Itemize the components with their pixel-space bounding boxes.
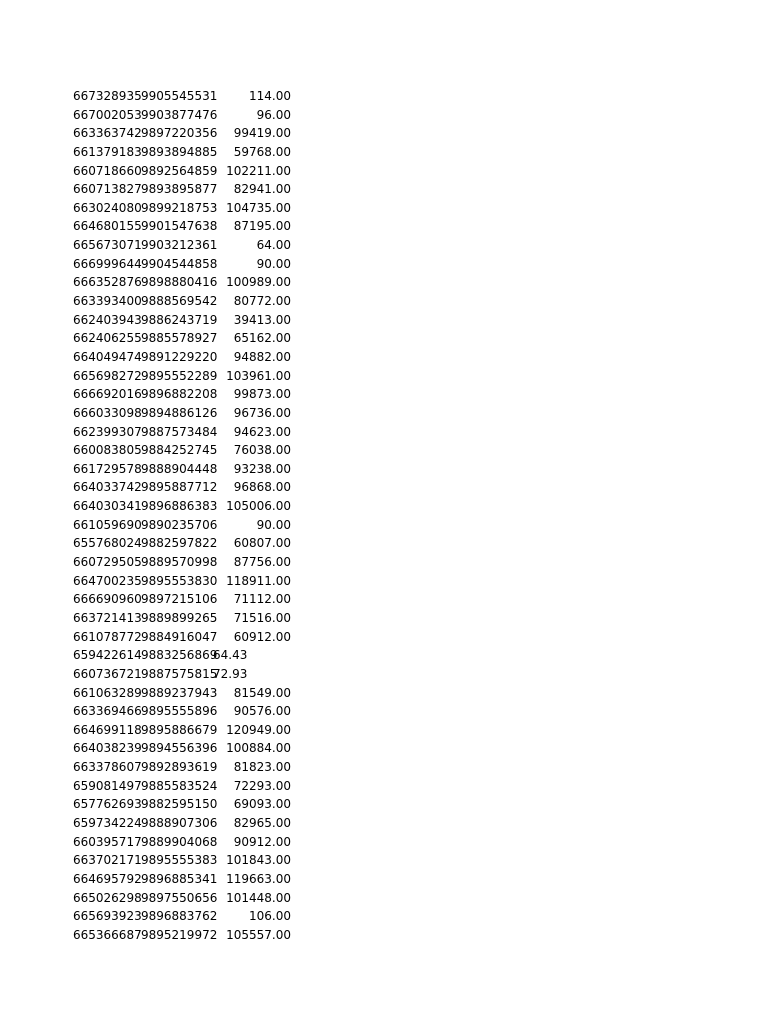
amount-cell: 82965.00 [233, 815, 291, 830]
phone-number-cell: 9895886679 [141, 722, 218, 737]
account-id-cell: 661063289 [73, 685, 142, 700]
amount-cell: 118911.00 [226, 573, 291, 588]
amount-cell: 100989.00 [226, 275, 291, 290]
account-id-cell: 666692016 [73, 387, 142, 402]
amount-cell: 94882.00 [233, 349, 291, 364]
amount-cell: 60807.00 [233, 536, 291, 551]
amount-cell: 90.00 [256, 256, 291, 271]
amount-cell: 87195.00 [233, 219, 291, 234]
account-id-cell: 661059690 [73, 517, 142, 532]
account-id-cell: 663024080 [73, 200, 142, 215]
phone-number-cell: 9889570998 [141, 555, 218, 570]
phone-number-cell: 9889904068 [141, 834, 218, 849]
account-id-cell: 660395717 [73, 834, 142, 849]
phone-number-cell: 9893894885 [141, 144, 218, 159]
account-id-cell: 662403943 [73, 312, 142, 327]
amount-cell: 64.00 [256, 238, 291, 253]
phone-number-cell: 9895555383 [141, 853, 218, 868]
phone-number-cell: 9894556396 [141, 741, 218, 756]
amount-cell: 81823.00 [233, 760, 291, 775]
phone-number-cell: 9885583524 [141, 778, 218, 793]
amount-cell: 104735.00 [226, 200, 291, 215]
account-id-cell: 665698272 [73, 368, 142, 383]
phone-number-cell: 9896882208 [141, 387, 218, 402]
account-id-cell: 664695792 [73, 871, 142, 886]
account-id-cell: 665673071 [73, 238, 142, 253]
amount-cell: 99873.00 [233, 387, 291, 402]
phone-number-cell: 9895219972 [141, 927, 218, 942]
account-id-cell: 666033098 [73, 405, 142, 420]
account-id-cell: 662406255 [73, 331, 142, 346]
account-id-cell: 667002053 [73, 107, 142, 122]
phone-number-cell: 9888569542 [141, 294, 218, 309]
account-id-cell: 663369466 [73, 704, 142, 719]
phone-number-cell: 9884252745 [141, 443, 218, 458]
account-id-cell: 664049474 [73, 349, 142, 364]
phone-number-cell: 9895553830 [141, 573, 218, 588]
account-id-cell: 663378607 [73, 760, 142, 775]
account-id-cell: 664700235 [73, 573, 142, 588]
amount-cell: 60912.00 [233, 629, 291, 644]
phone-number-cell: 9895887712 [141, 480, 218, 495]
amount-cell: 105006.00 [226, 499, 291, 514]
amount-cell: 71112.00 [233, 592, 291, 607]
phone-number-cell: 9889237943 [141, 685, 218, 700]
phone-number-cell: 9883256869 [141, 648, 218, 663]
amount-cell: 65162.00 [233, 331, 291, 346]
account-id-cell: 663721413 [73, 610, 142, 625]
amount-cell: 72293.00 [233, 778, 291, 793]
amount-cell: 103961.00 [226, 368, 291, 383]
amount-cell: 114.00 [249, 89, 291, 103]
phone-number-cell: 9882597822 [141, 536, 218, 551]
account-id-cell: 664038239 [73, 741, 142, 756]
phone-number-cell: 9905545531 [141, 89, 218, 103]
amount-cell: 90.00 [256, 517, 291, 532]
phone-number-cell: 9887575815 [141, 666, 218, 681]
phone-number-cell: 9889899265 [141, 610, 218, 625]
account-id-cell: 655768024 [73, 536, 142, 551]
account-id-cell: 664680155 [73, 219, 142, 234]
amount-cell: 76038.00 [233, 443, 291, 458]
amount-cell: 72.93 [213, 666, 248, 681]
phone-number-cell: 9890235706 [141, 517, 218, 532]
amount-cell: 94623.00 [233, 424, 291, 439]
phone-number-cell: 9893895877 [141, 182, 218, 197]
phone-number-cell: 9894886126 [141, 405, 218, 420]
account-id-cell: 660736721 [73, 666, 142, 681]
account-id-cell: 663393400 [73, 294, 142, 309]
amount-cell: 106.00 [249, 909, 291, 924]
account-id-cell: 661078772 [73, 629, 142, 644]
amount-cell: 101843.00 [226, 853, 291, 868]
account-id-cell: 665026298 [73, 890, 142, 905]
amount-cell: 69093.00 [233, 797, 291, 812]
account-id-cell: 665693923 [73, 909, 142, 924]
amount-cell: 100884.00 [226, 741, 291, 756]
account-id-cell: 657762693 [73, 797, 142, 812]
account-id-cell: 659081497 [73, 778, 142, 793]
amount-cell: 64.43 [213, 648, 248, 663]
account-id-cell: 660718660 [73, 163, 142, 178]
amount-cell: 120949.00 [226, 722, 291, 737]
account-id-cell: 660083805 [73, 443, 142, 458]
phone-number-cell: 9888904448 [141, 461, 218, 476]
phone-number-cell: 9901547638 [141, 219, 218, 234]
amount-cell: 93238.00 [233, 461, 291, 476]
account-id-cell: 663363742 [73, 126, 142, 141]
amount-cell: 96.00 [256, 107, 291, 122]
account-id-cell: 659734224 [73, 815, 142, 830]
phone-number-cell: 9897215106 [141, 592, 218, 607]
account-id-cell: 667328935 [73, 89, 142, 103]
phone-number-cell: 9897220356 [141, 126, 218, 141]
account-id-cell: 665366687 [73, 927, 142, 942]
phone-number-cell: 9897550656 [141, 890, 218, 905]
amount-cell: 96868.00 [233, 480, 291, 495]
phone-number-cell: 9903877476 [141, 107, 218, 122]
phone-number-cell: 9896883762 [141, 909, 218, 924]
account-id-cell: 663702171 [73, 853, 142, 868]
phone-number-cell: 9898880416 [141, 275, 218, 290]
phone-number-cell: 9882595150 [141, 797, 218, 812]
phone-number-cell: 9887573484 [141, 424, 218, 439]
phone-number-cell: 9892893619 [141, 760, 218, 775]
amount-cell: 90912.00 [233, 834, 291, 849]
phone-number-cell: 9899218753 [141, 200, 218, 215]
phone-number-cell: 9895552289 [141, 368, 218, 383]
phone-number-cell: 9896885341 [141, 871, 218, 886]
amount-cell: 105557.00 [226, 927, 291, 942]
account-id-cell: 660729505 [73, 555, 142, 570]
amount-cell: 39413.00 [233, 312, 291, 327]
account-id-cell: 666999644 [73, 256, 142, 271]
phone-number-cell: 9884916047 [141, 629, 218, 644]
phone-number-cell: 9886243719 [141, 312, 218, 327]
account-id-cell: 661379183 [73, 144, 142, 159]
account-id-cell: 664033742 [73, 480, 142, 495]
account-id-cell: 664030341 [73, 499, 142, 514]
amount-cell: 81549.00 [233, 685, 291, 700]
phone-number-cell: 9896886383 [141, 499, 218, 514]
account-id-cell: 662399307 [73, 424, 142, 439]
phone-number-cell: 9903212361 [141, 238, 218, 253]
account-id-cell: 661729578 [73, 461, 142, 476]
amount-cell: 59768.00 [233, 144, 291, 159]
phone-number-cell: 9904544858 [141, 256, 218, 271]
phone-number-cell: 9885578927 [141, 331, 218, 346]
amount-cell: 90576.00 [233, 704, 291, 719]
amount-cell: 82941.00 [233, 182, 291, 197]
amount-cell: 99419.00 [233, 126, 291, 141]
amount-cell: 87756.00 [233, 555, 291, 570]
account-id-cell: 659422614 [73, 648, 142, 663]
phone-number-cell: 9892564859 [141, 163, 218, 178]
phone-number-cell: 9891229220 [141, 349, 218, 364]
amount-cell: 96736.00 [233, 405, 291, 420]
account-id-cell: 666352876 [73, 275, 142, 290]
amount-cell: 71516.00 [233, 610, 291, 625]
account-id-cell: 664699118 [73, 722, 142, 737]
amount-cell: 102211.00 [226, 163, 291, 178]
phone-number-cell: 9895555896 [141, 704, 218, 719]
account-id-cell: 666690960 [73, 592, 142, 607]
amount-cell: 119663.00 [226, 871, 291, 886]
phone-number-cell: 9888907306 [141, 815, 218, 830]
amount-cell: 101448.00 [226, 890, 291, 905]
amount-cell: 80772.00 [233, 294, 291, 309]
account-id-cell: 660713827 [73, 182, 142, 197]
